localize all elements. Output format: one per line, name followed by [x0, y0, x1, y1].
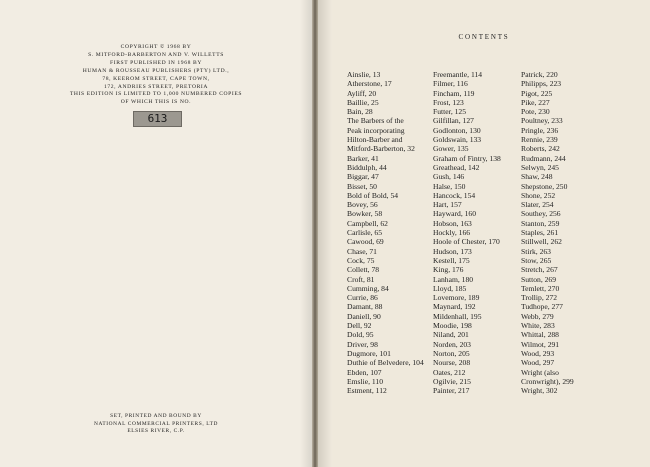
contents-entry: Biggar, 47: [347, 172, 379, 182]
contents-entry: Peak incorporating: [347, 125, 405, 135]
contents-entry: Chase, 71: [347, 246, 377, 256]
contents-entry: Dugmore, 101: [347, 348, 391, 358]
contents-entry: Lovemore, 189: [433, 293, 480, 303]
contents-entry: Whittal, 288: [521, 330, 559, 340]
contents-entry: Ebden, 107: [347, 367, 382, 377]
contents-entry: Philipps, 223: [521, 79, 562, 89]
imprint-line: OF WHICH THIS IS NO.: [120, 99, 192, 106]
contents-entry: Hart, 157: [433, 200, 462, 210]
contents-entry: Lloyd, 185: [433, 283, 467, 293]
contents-entry: Southey, 256: [521, 209, 561, 219]
contents-entry: Campbell, 62: [347, 218, 388, 228]
contents-entry: Selwyn, 245: [521, 162, 559, 172]
left-page: [0, 0, 312, 467]
contents-entry: Atherstone, 17: [347, 79, 392, 89]
contents-entry: Shone, 252: [521, 190, 556, 200]
contents-entry: Gush, 146: [433, 172, 465, 182]
contents-entry: Stirk, 263: [521, 246, 551, 256]
contents-entry: Pote, 230: [521, 107, 550, 117]
contents-entry: Shepstone, 250: [521, 181, 568, 191]
imprint-line: S. MITFORD-BARBERTON AND V. WILLETTS: [88, 51, 224, 58]
contents-entry: Graham of Fintry, 138: [433, 153, 501, 163]
contents-entry: Hayward, 160: [433, 209, 477, 219]
imprint-line: HUMAN & ROUSSEAU PUBLISHERS (PTY) LTD.,: [82, 67, 230, 74]
contents-entry: Hobson, 163: [433, 218, 472, 228]
printer-line: SET, PRINTED AND BOUND BY: [110, 413, 202, 419]
contents-entry: The Barbers of the: [347, 116, 404, 126]
contents-entry: Carlisle, 65: [347, 228, 383, 238]
contents-entry: Stow, 265: [521, 255, 552, 265]
contents-entry: Poultney, 233: [521, 116, 563, 126]
contents-entry: Rudmann, 244: [521, 153, 566, 163]
contents-entry: Barker, 41: [347, 153, 379, 163]
contents-entry: Gower, 135: [433, 144, 469, 154]
contents-entry: Freemantle, 114: [433, 70, 483, 79]
printer-line: ELSIES RIVER, C.P.: [127, 428, 185, 435]
contents-entry: Wright, 302: [521, 386, 558, 396]
imprint-line: 78, KEEROM STREET, CAPE TOWN,: [102, 75, 210, 82]
contents-entry: Damant, 88: [347, 302, 383, 312]
contents-entry: Hilton-Barber and: [347, 135, 403, 145]
contents-entry: Wood, 293: [521, 348, 555, 358]
contents-entry: Niland, 201: [433, 330, 469, 340]
contents-entry: Lanham, 180: [433, 274, 474, 284]
contents-entry: Hancock, 154: [433, 190, 476, 200]
contents-entry: Tudhope, 277: [521, 302, 563, 312]
contents-column-1: [347, 70, 424, 395]
contents-entry: Wright (also: [521, 367, 559, 377]
contents-entry: Hockly, 166: [433, 228, 471, 238]
contents-entry: Shaw, 248: [521, 172, 553, 182]
contents-entry: Biddulph, 44: [347, 162, 387, 172]
contents-entry: Filmer, 116: [433, 79, 468, 89]
contents-entry: Nourse, 208: [433, 358, 471, 368]
right-page: [318, 0, 650, 467]
contents-entry: White, 283: [521, 321, 555, 331]
contents-entry: Futter, 125: [433, 107, 467, 117]
contents-entry: Driver, 98: [347, 339, 378, 349]
contents-entry: Ainslie, 13: [347, 70, 381, 79]
contents-heading: CONTENTS: [458, 33, 510, 41]
contents-entry: Ogilvie, 215: [433, 376, 471, 386]
contents-entry: Emslie, 110: [347, 376, 383, 386]
contents-entry: Mitford-Barberton, 32: [347, 144, 415, 154]
contents-entry: Cock, 75: [347, 255, 375, 265]
contents-entry: Duthie of Belvedere, 104: [347, 358, 424, 368]
contents-entry: Ayliff, 20: [347, 88, 377, 98]
printer-line: NATIONAL COMMERCIAL PRINTERS, LTD: [93, 420, 219, 427]
contents-entry: Stillwell, 262: [521, 237, 562, 247]
contents-entry: Dold, 95: [347, 330, 374, 340]
contents-entry: Sutton, 269: [521, 274, 557, 284]
contents-entry: Kestell, 175: [433, 255, 470, 265]
contents-entry: Wilmot, 291: [521, 339, 560, 349]
printer-imprint: [0, 413, 312, 436]
contents-entry: Cumming, 84: [347, 283, 389, 293]
contents-entry: Pike, 227: [521, 97, 550, 107]
contents-entry: Oates, 212: [433, 367, 466, 377]
contents-entry: Bowker, 58: [347, 209, 383, 219]
contents-entry: Slater, 254: [521, 200, 554, 210]
imprint-line: FIRST PUBLISHED IN 1968 BY: [110, 59, 202, 66]
imprint-line: COPYRIGHT © 1968 BY: [120, 44, 192, 50]
contents-entry: Cawood, 69: [347, 237, 384, 247]
contents-entry: Pigot, 225: [521, 88, 553, 98]
contents-entry: Fincham, 119: [433, 88, 475, 98]
contents-entry: Staples, 261: [521, 228, 559, 238]
contents-entry: Painter, 217: [433, 386, 470, 396]
contents-entry: Croft, 81: [347, 274, 375, 284]
contents-entry: Baillie, 25: [347, 97, 379, 107]
contents-entry: Maynard, 192: [433, 302, 476, 312]
contents-entry: Patrick, 220: [521, 70, 558, 79]
contents-entry: Moodie, 198: [433, 321, 472, 331]
contents-entry: Frost, 123: [433, 97, 464, 107]
contents-entry: Stretch, 267: [521, 265, 558, 275]
contents-entry: Estment, 112: [347, 386, 387, 396]
contents-entry: Bisset, 50: [347, 181, 377, 191]
contents-entry: Cronwright), 299: [521, 376, 574, 386]
contents-entry: Wood, 297: [521, 358, 555, 368]
contents-entry: Daniell, 90: [347, 311, 381, 321]
contents-entry: Norden, 203: [433, 339, 471, 349]
contents-entry: King, 176: [433, 265, 464, 275]
contents-entry: Norton, 205: [433, 348, 470, 358]
contents-entry: Goldswain, 133: [433, 135, 482, 145]
contents-entry: Stanton, 259: [521, 218, 560, 228]
contents-entry: Bovey, 56: [347, 200, 378, 210]
contents-entry: Roberts, 242: [521, 144, 560, 154]
imprint-line: 172, ANDRIES STREET, PRETORIA: [103, 83, 209, 90]
copyright-imprint: [0, 44, 312, 107]
contents-entry: Trollip, 272: [521, 293, 558, 303]
contents-entry: Hudson, 173: [433, 246, 472, 256]
copy-number-stamp: 613: [133, 111, 182, 127]
imprint-line: THIS EDITION IS LIMITED TO 1,000 NUMBERED COPIES: [69, 91, 243, 98]
contents-entry: Halse, 150: [433, 181, 466, 191]
contents-entry: Dell, 92: [347, 321, 372, 331]
contents-column-3: [521, 70, 574, 395]
contents-entry: Currie, 86: [347, 293, 378, 303]
contents-entry: Webb, 279: [521, 311, 554, 321]
contents-entry: Bain, 28: [347, 107, 373, 117]
contents-entry: Temlett, 270: [521, 283, 560, 293]
contents-entry: Bold of Bold, 54: [347, 190, 399, 200]
contents-entry: Mildenhall, 195: [433, 311, 482, 321]
contents-entry: Rennie, 239: [521, 135, 558, 145]
contents-entry: Godlonton, 130: [433, 125, 481, 135]
contents-entry: Pringle, 236: [521, 125, 559, 135]
contents-column-2: [433, 70, 501, 395]
contents-entry: Hoole of Chester, 170: [433, 237, 500, 247]
contents-entry: Collett, 78: [347, 265, 380, 275]
contents-entry: Gilfillan, 127: [433, 116, 474, 126]
contents-entry: Greathead, 142: [433, 162, 480, 172]
